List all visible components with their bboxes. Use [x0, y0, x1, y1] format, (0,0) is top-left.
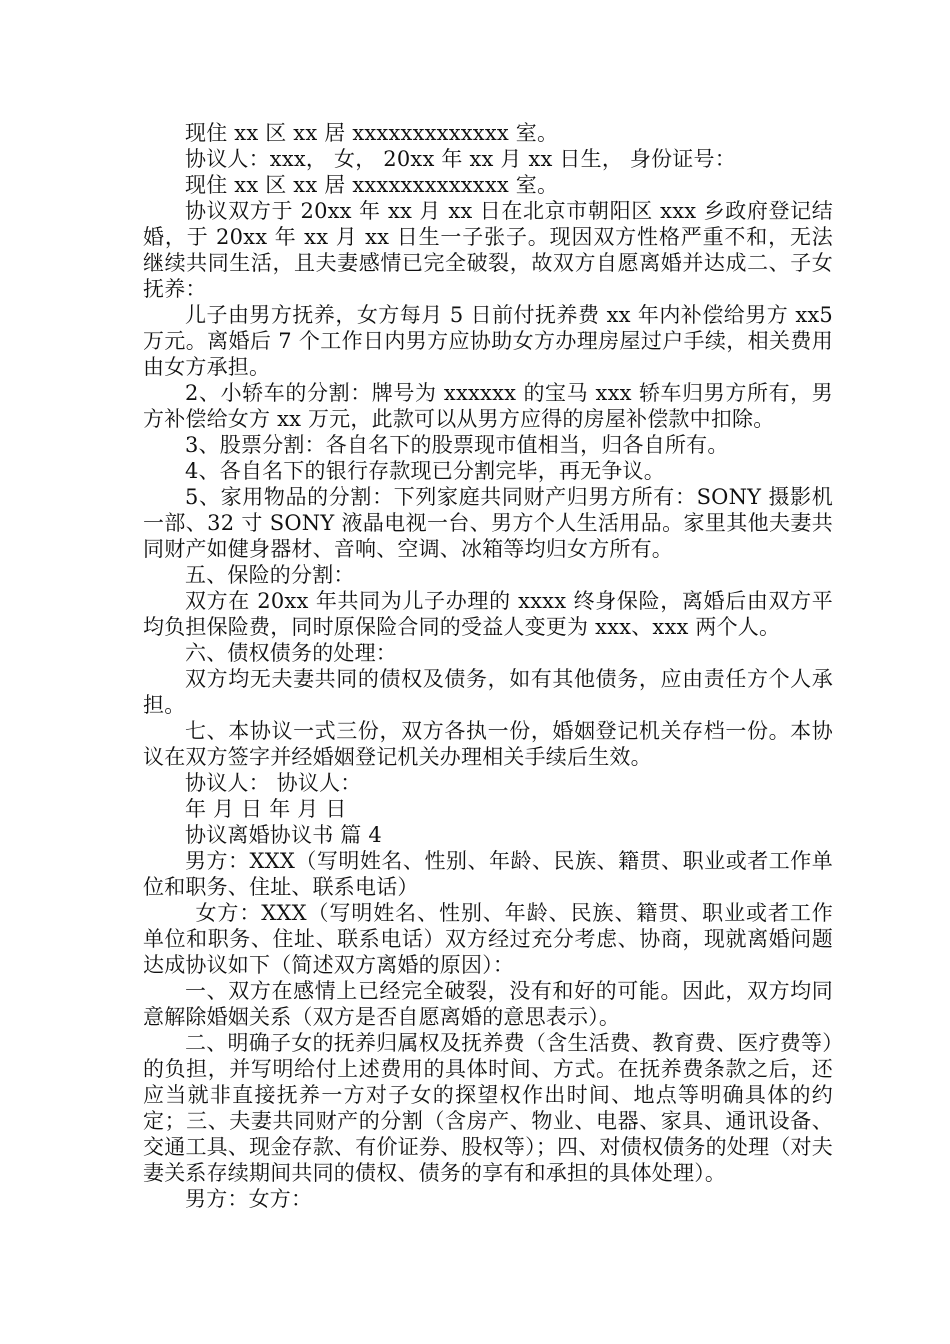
paragraph-party-female: 协议人：xxx， 女， 20xx 年 xx 月 xx 日生， 身份证号：: [185, 147, 736, 171]
paragraph-car-division: 2、小轿车的分割：牌号为 xxxxxx 的宝马 xxx 轿车归男方所有，男方补偿给女方 xx 万元，此款可以从男方应得的房屋补偿款中扣除。: [143, 381, 833, 431]
paragraph-address-1: 现住 xx 区 xx 居 xxxxxxxxxxxxx 室。: [185, 121, 559, 145]
paragraph-male-party: 男方：XXX（写明姓名、性别、年龄、民族、籍贯、职业或者工作单位和职务、住址、联系电话）: [143, 849, 833, 899]
document-page: [143, 120, 833, 1212]
section-title: 协议离婚协议书 篇 4: [185, 823, 382, 847]
paragraph-bank-deposits: 4、各自名下的银行存款现已分割完毕，再无争议。: [185, 459, 665, 483]
heading-debts: 六、债权债务的处理：: [185, 641, 397, 665]
paragraph-address-2: 现住 xx 区 xx 居 xxxxxxxxxxxxx 室。: [185, 173, 559, 197]
paragraph-stock-division: 3、股票分割：各自名下的股票现市值相当，归各自所有。: [185, 433, 729, 457]
paragraph-insurance: 双方在 20xx 年共同为儿子办理的 xxxx 终身保险，离婚后由双方平均负担保险费，同时原保险合同的受益人变更为 xxx、xxx 两个人。: [143, 589, 833, 639]
paragraph-clause-2: 二、明确子女的抚养归属权及抚养费（含生活费、教育费、医疗费等）的负担，并写明给付上述费用的具体时间、方式。在抚养费条款之后，还应当就非直接抚养一方对子女的探望权作出时间、地点等明确具体的约定；三、夫妻共同财产的分割（含房产、物业、电器、家具、通讯设备、交通工具、现金存款、有价证券、股权等）；四、对债权债务的处理（对夫妻关系存续期间共同的债权、债务的享有和承担的具体处理）。: [143, 1031, 833, 1185]
heading-insurance: 五、保险的分割：: [185, 563, 355, 587]
paragraph-clause-1: 一、双方在感情上已经完全破裂，没有和好的可能。因此，双方均同意解除婚姻关系（双方是否自愿离婚的意思表示）。: [143, 979, 833, 1029]
paragraph-female-party: 女方：XXX（写明姓名、性别、年龄、民族、籍贯、职业或者工作单位和职务、住址、联系电话）双方经过充分考虑、协商，现就离婚问题达成协议如下（简述双方离婚的原因）：: [143, 901, 833, 977]
signature-line-final: 男方：女方：: [185, 1187, 313, 1211]
paragraph-marriage-registration: 协议双方于 20xx 年 xx 月 xx 日在北京市朝阳区 xxx 乡政府登记结婚，于 20xx 年 xx 月 xx 日生一子张子。现因双方性格严重不和，无法继续共同生活，且夫妻感情已完全破裂，故双方自愿离婚并达成二、子女抚养：: [143, 199, 833, 301]
paragraph-child-custody: 儿子由男方抚养，女方每月 5 日前付抚养费 xx 年内补偿给男方 xx5 万元。离婚后 7 个工作日内男方应协助女方办理房屋过户手续，相关费用由女方承担。: [143, 303, 833, 379]
paragraph-household-items: 5、家用物品的分割：下列家庭共同财产归男方所有：SONY 摄影机一部、32 寸 SONY 液晶电视一台、男方个人生活用品。家里其他夫妻共同财产如健身器材、音响、空调、冰箱等均归女方所有。: [143, 485, 833, 561]
paragraph-copies: 七、本协议一式三份，双方各执一份，婚姻登记机关存档一份。本协议在双方签字并经婚姻登记机关办理相关手续后生效。: [143, 719, 833, 769]
signature-line: 协议人： 协议人：: [185, 771, 362, 795]
date-line: 年 月 日 年 月 日: [185, 797, 347, 821]
paragraph-debts: 双方均无夫妻共同的债权及债务，如有其他债务，应由责任方个人承担。: [143, 667, 833, 717]
